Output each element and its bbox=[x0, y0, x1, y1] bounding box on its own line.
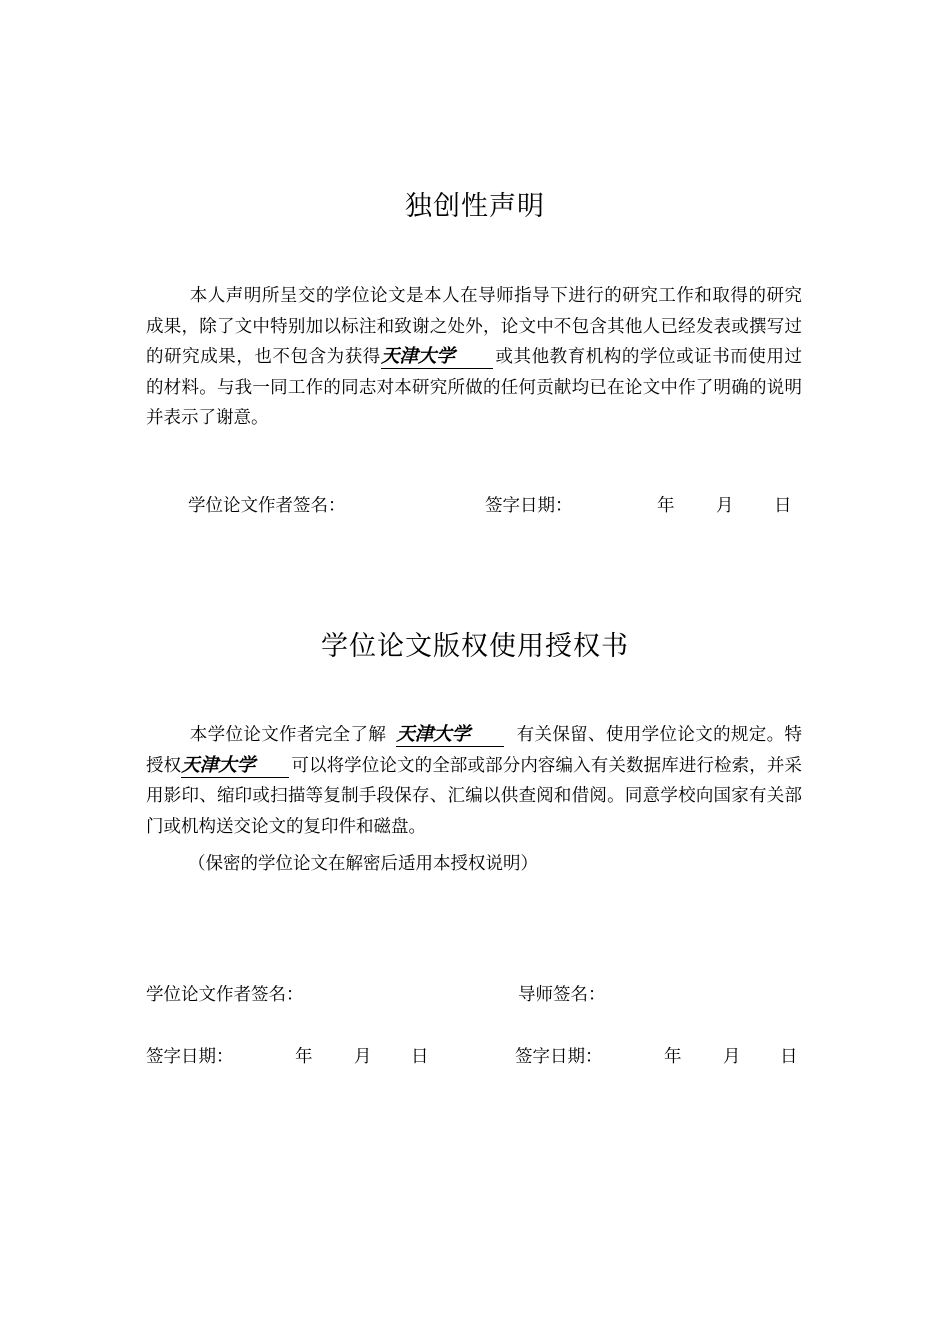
advisor-sign-label: 导师签名： bbox=[518, 985, 606, 1005]
declaration-university-field: 天津大学 bbox=[381, 346, 493, 369]
authorization-paragraph bbox=[146, 720, 802, 842]
declaration-text-part2: 或其他教育机构的学位或证书而使用过的材料。与我一同工作的同志对本研究所做的任何贡献均已在论文中作了明确的说明并表示了谢意。 bbox=[146, 347, 803, 428]
author-month-label: 月 bbox=[354, 1047, 372, 1067]
declaration-text-part1: 本人声明所呈交的学位论文是本人在导师指导下进行的研究工作和取得的研究成果，除了文中特别加以标注和致谢之处外，论文中不包含其他人已经发表或撰写过的研究成果，也不包含为获得 bbox=[146, 286, 802, 367]
author-date-label: 签字日期： bbox=[146, 1047, 234, 1067]
declaration-date-label: 签字日期： bbox=[485, 496, 573, 516]
declaration-year-label: 年 bbox=[657, 496, 675, 516]
declaration-day-label: 日 bbox=[774, 496, 792, 516]
advisor-year-label: 年 bbox=[664, 1047, 682, 1067]
authorization-text-part3: 可以将学位论文的全部或部分内容编入有关数据库进行检索，并采用影印、缩印或扫描等复制手段保存、汇编以供查阅和借阅。同意学校向国家有关部门或机构送交论文的复印件和磁盘。 bbox=[146, 755, 803, 837]
advisor-date-label: 签字日期： bbox=[515, 1047, 603, 1067]
authorization-university-field-1: 天津大学 bbox=[396, 724, 504, 747]
declaration-paragraph bbox=[146, 281, 802, 434]
authorization-title: 学位论文版权使用授权书 bbox=[321, 631, 629, 662]
declaration-month-label: 月 bbox=[716, 496, 734, 516]
declaration-title: 独创性声明 bbox=[405, 191, 545, 222]
authorization-text-part2: 有关保留、使用学位论文的规定。特授权 bbox=[146, 725, 803, 776]
declaration-author-sign-label: 学位论文作者签名： bbox=[188, 496, 346, 516]
author-year-label: 年 bbox=[295, 1047, 313, 1067]
advisor-month-label: 月 bbox=[723, 1047, 741, 1067]
advisor-day-label: 日 bbox=[780, 1047, 798, 1067]
authorization-text-part1: 本学位论文作者完全了解 bbox=[189, 725, 387, 745]
authorization-author-sign-label: 学位论文作者签名： bbox=[146, 985, 304, 1005]
author-day-label: 日 bbox=[411, 1047, 429, 1067]
confidential-note: （保密的学位论文在解密后适用本授权说明） bbox=[188, 854, 538, 874]
authorization-university-field-2: 天津大学 bbox=[181, 755, 289, 778]
